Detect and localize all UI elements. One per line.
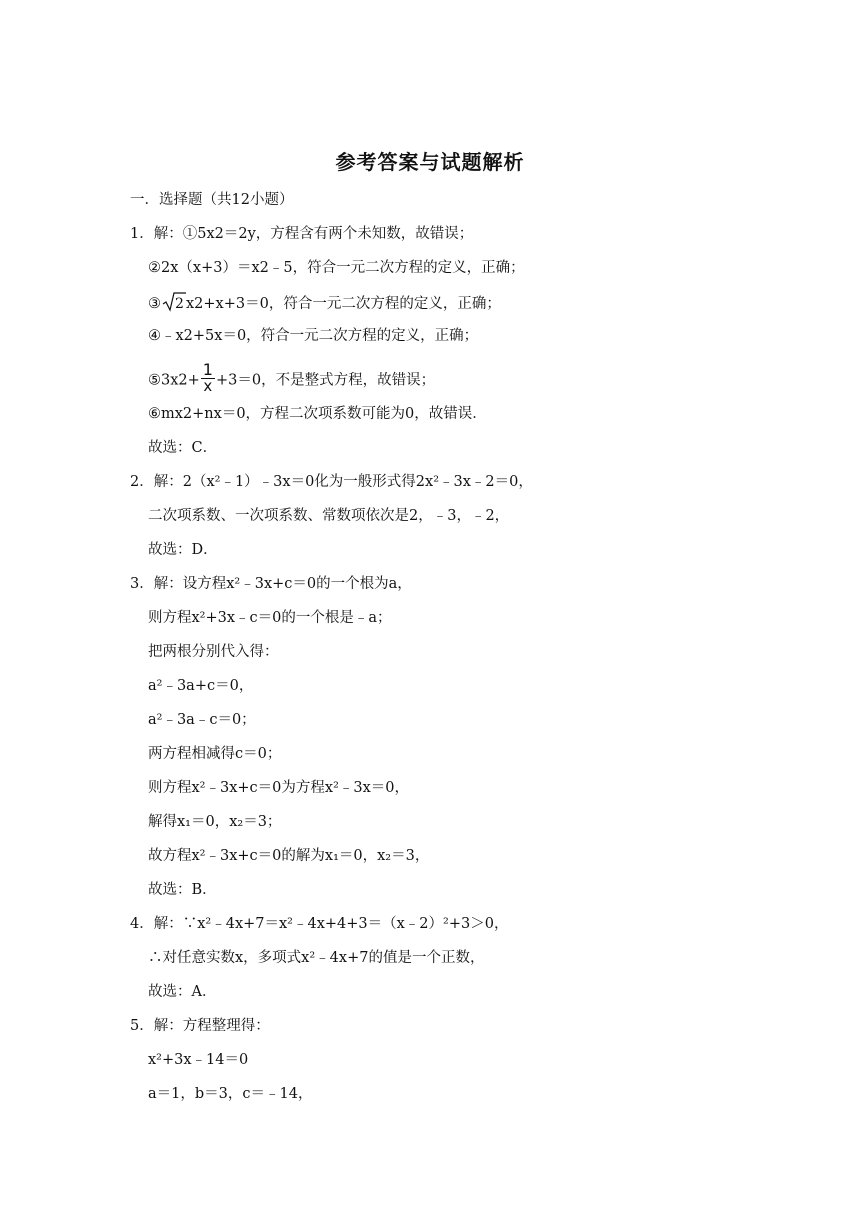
- q1-line-3-rest: x2+x+3＝0，符合一元二次方程的定义，正确；: [186, 296, 501, 312]
- q3-answer: 故选：B．: [148, 882, 217, 898]
- q1-line-1: 1．解：①5x2＝2y，方程含有两个未知数，故错误；: [130, 226, 474, 242]
- q1-line-6: ⑥mx2+nx＝0，方程二次项系数可能为0，故错误．: [148, 406, 487, 422]
- sqrt-radicand: 2: [175, 296, 184, 312]
- q2-answer: 故选：D．: [148, 542, 218, 558]
- q4-line-2: ∴对任意实数x，多项式x²﹣4x+7的值是一个正数，: [148, 950, 485, 966]
- q3-line-5: a²﹣3a﹣c＝0；: [148, 712, 256, 728]
- page-title: 参考答案与试题解析: [335, 150, 525, 174]
- q1-line-5-rest: +3＝0，不是整式方程，故错误；: [215, 372, 436, 389]
- q5-line-2: x²+3x﹣14＝0: [148, 1052, 249, 1068]
- q1-line-5-prefix: ⑤3x2+: [148, 372, 200, 389]
- q1-line-5: [148, 360, 436, 397]
- q5-line-3: a＝1，b＝3，c＝﹣14，: [148, 1086, 313, 1102]
- q3-line-2: 则方程x²+3x﹣c＝0的一个根是﹣a；: [148, 610, 392, 626]
- sqrt-symbol: [162, 292, 186, 318]
- q5-line-1: 5．解：方程整理得：: [130, 1018, 270, 1034]
- q3-line-8: 解得x₁＝0，x₂＝3；: [148, 814, 282, 830]
- q1-line-3-prefix: ③: [148, 296, 161, 312]
- q4-line-1: 4．解：∵x²﹣4x+7＝x²﹣4x+4+3＝（x﹣2）²+3＞0，: [130, 916, 509, 932]
- q2-line-2: 二次项系数、一次项系数、常数项依次是2，﹣3，﹣2，: [148, 508, 510, 524]
- q3-line-1: 3．解：设方程x²﹣3x+c＝0的一个根为a，: [130, 576, 412, 592]
- q3-line-4: a²﹣3a+c＝0，: [148, 678, 254, 694]
- fraction-denominator: x: [201, 378, 215, 394]
- q3-line-3: 把两根分别代入得：: [148, 644, 279, 660]
- q1-line-2: ②2x（x+3）＝x2﹣5，符合一元二次方程的定义，正确；: [148, 260, 525, 276]
- q3-line-9: 故方程x²﹣3x+c＝0的解为x₁＝0，x₂＝3，: [148, 848, 430, 864]
- q3-line-7: 则方程x²﹣3x+c＝0为方程x²﹣3x＝0，: [148, 780, 410, 796]
- q4-answer: 故选：A．: [148, 984, 217, 1000]
- fraction: [201, 361, 215, 394]
- q1-line-4: ④﹣x2+5x＝0，符合一元二次方程的定义，正确；: [148, 328, 479, 344]
- q1-answer: 故选：C．: [148, 440, 218, 456]
- section-heading: 一．选择题（共12小题）: [130, 192, 294, 208]
- fraction-numerator: 1: [202, 360, 213, 379]
- q2-line-1: 2．解：2（x²﹣1）﹣3x＝0化为一般形式得2x²﹣3x﹣2＝0，: [130, 474, 533, 490]
- q3-line-6: 两方程相减得c＝0；: [148, 746, 282, 762]
- q1-line-3: [148, 292, 501, 318]
